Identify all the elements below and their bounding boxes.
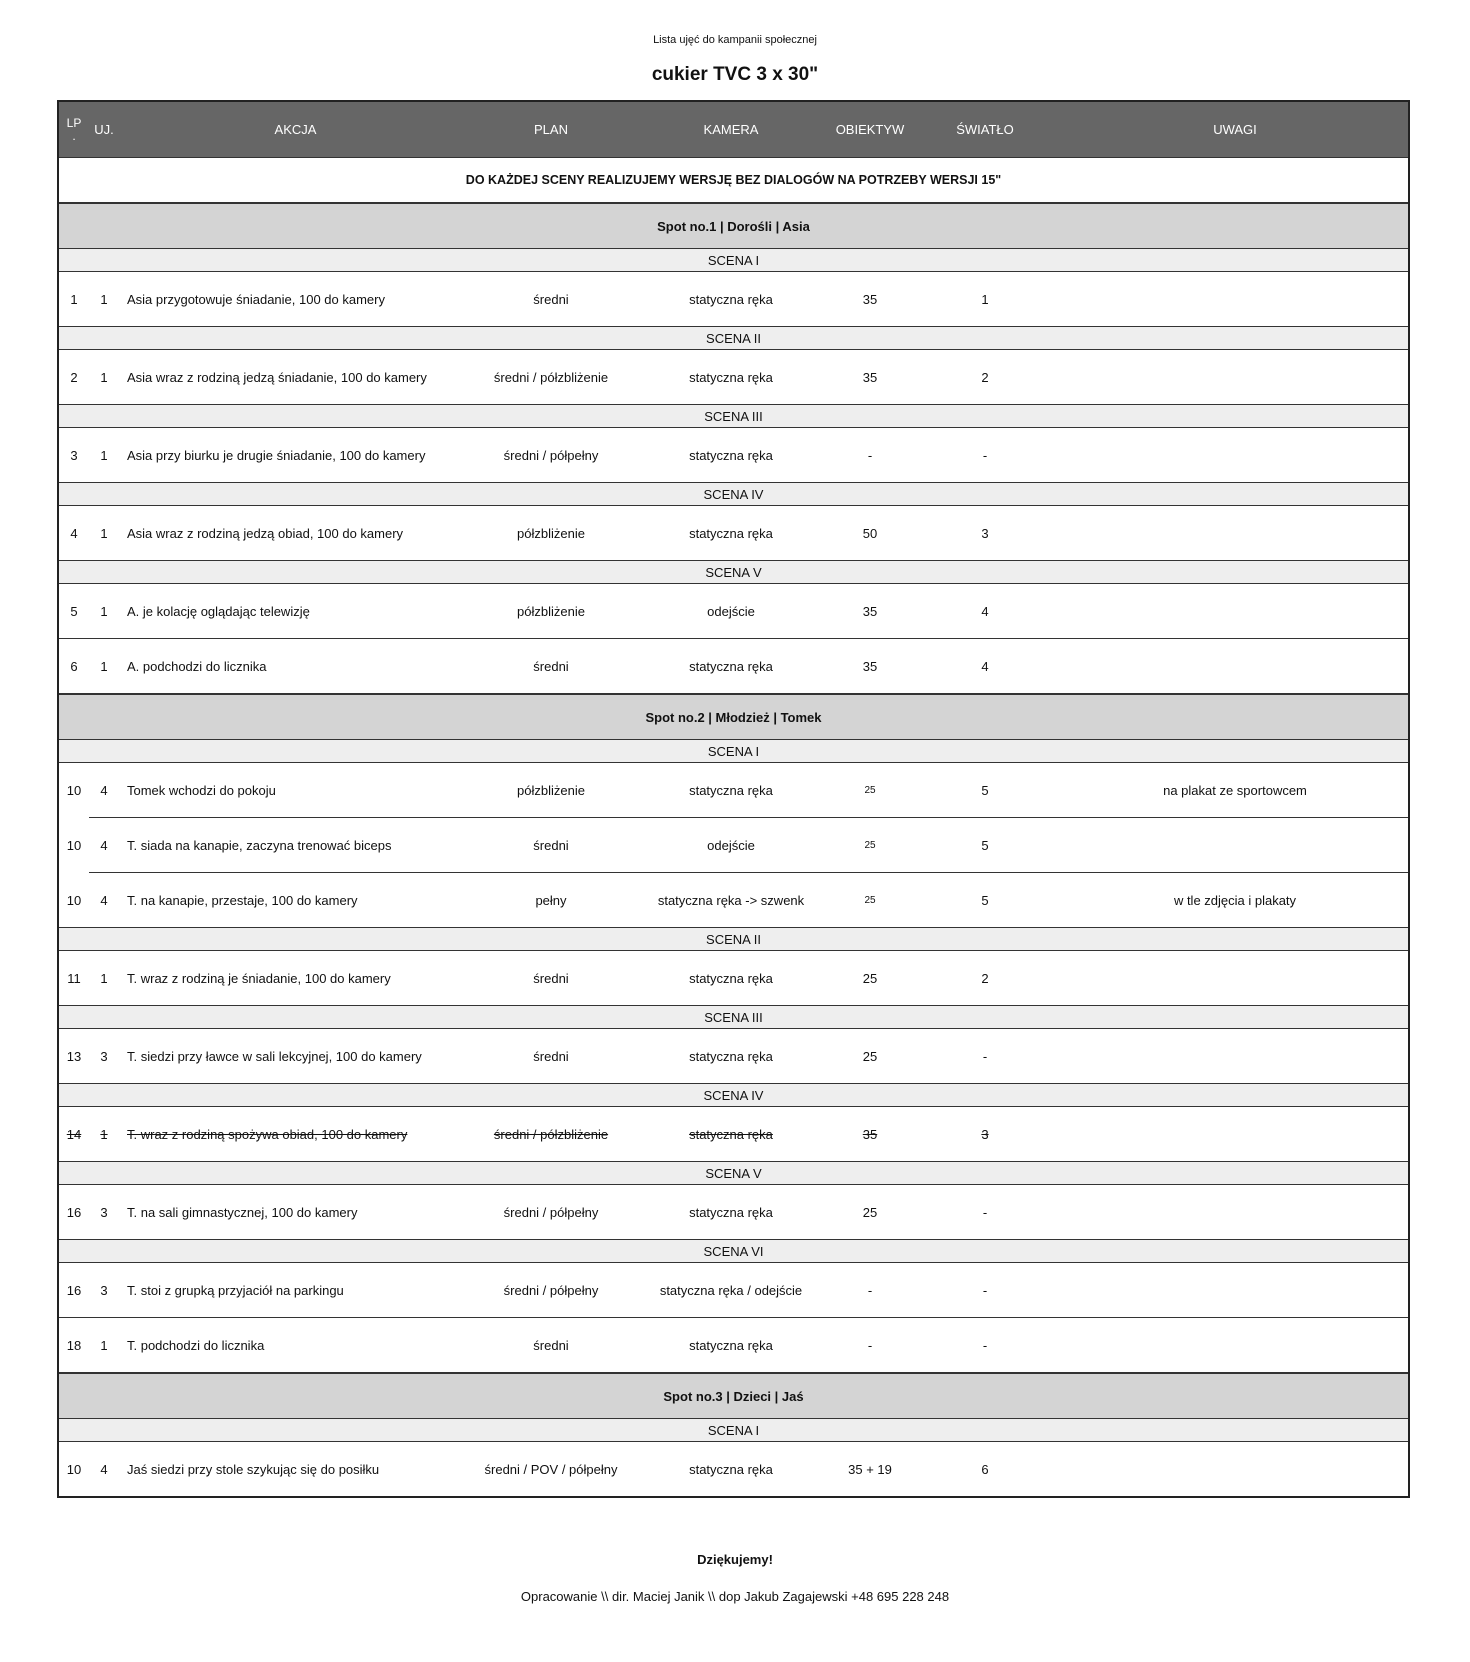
scene-title: SCENA III (59, 405, 1408, 428)
cell-lp: 4 (59, 506, 89, 561)
cell-kamera: statyczna ręka (630, 639, 832, 695)
cell-swiatlo: 4 (908, 584, 1062, 639)
cell-obiektyw: 25 (832, 951, 908, 1006)
cell-lp: 18 (59, 1318, 89, 1374)
cell-uj: 1 (89, 639, 119, 695)
cell-lp: 5 (59, 584, 89, 639)
shot-row (59, 1442, 1408, 1497)
scene-title: SCENA IV (59, 483, 1408, 506)
cell-plan: średni (472, 818, 630, 873)
cell-akcja: T. siada na kanapie, zaczyna trenować biceps (119, 818, 472, 873)
cell-kamera: statyczna ręka (630, 506, 832, 561)
cell-lp: 2 (59, 350, 89, 405)
scene-header-row (59, 561, 1408, 584)
cell-obiektyw: 25 (832, 1029, 908, 1084)
note-row (59, 158, 1408, 204)
cell-swiatlo: 5 (908, 873, 1062, 928)
cell-uj: 1 (89, 506, 119, 561)
cell-obiektyw: - (832, 1263, 908, 1318)
cell-plan: średni / półpełny (472, 1263, 630, 1318)
cell-lp: 3 (59, 428, 89, 483)
cell-swiatlo: - (908, 428, 1062, 483)
cell-uj: 3 (89, 1263, 119, 1318)
cell-uwagi (1062, 350, 1408, 405)
scene-title: SCENA V (59, 1162, 1408, 1185)
cell-uwagi (1062, 639, 1408, 695)
cell-lp: 14 (59, 1107, 89, 1162)
cell-uwagi (1062, 1107, 1408, 1162)
cell-plan: średni (472, 1029, 630, 1084)
shot-row (59, 584, 1408, 639)
cell-plan: średni / półzbliżenie (472, 1107, 630, 1162)
cell-swiatlo: 3 (908, 1107, 1062, 1162)
spot-title: Spot no.1 | Dorośli | Asia (59, 203, 1408, 249)
cell-uj: 1 (89, 1107, 119, 1162)
cell-kamera: statyczna ręka -> szwenk (630, 873, 832, 928)
cell-akcja: T. stoi z grupką przyjaciół na parkingu (119, 1263, 472, 1318)
cell-kamera: statyczna ręka (630, 272, 832, 327)
col-header-swiatlo: ŚWIATŁO (908, 102, 1062, 158)
cell-swiatlo: 1 (908, 272, 1062, 327)
cell-uj: 4 (89, 1442, 119, 1497)
scene-header-row (59, 1162, 1408, 1185)
cell-plan: półzbliżenie (472, 584, 630, 639)
col-header-obiektyw: OBIEKTYW (832, 102, 908, 158)
cell-obiektyw: 35 (832, 639, 908, 695)
cell-uwagi: na plakat ze sportowcem (1062, 763, 1408, 818)
cell-lp: 11 (59, 951, 89, 1006)
col-header-kamera: KAMERA (630, 102, 832, 158)
shot-row (59, 1318, 1408, 1374)
col-header-plan: PLAN (472, 102, 630, 158)
cell-kamera: statyczna ręka (630, 350, 832, 405)
cell-lp: 10 (66, 892, 82, 908)
scene-header-row (59, 1006, 1408, 1029)
shot-row (59, 639, 1408, 695)
cell-obiektyw: 35 + 19 (832, 1442, 908, 1497)
cell-uj: 1 (89, 428, 119, 483)
cell-swiatlo: 4 (908, 639, 1062, 695)
scene-header-row (59, 327, 1408, 350)
cell-uj: 4 (89, 873, 119, 928)
note-title: DO KAŻDEJ SCENY REALIZUJEMY WERSJĘ BEZ DIALOGÓW NA POTRZEBY WERSJI 15" (59, 158, 1408, 204)
cell-akcja: T. siedzi przy ławce w sali lekcyjnej, 100 do kamery (119, 1029, 472, 1084)
scene-header-row (59, 1084, 1408, 1107)
cell-lp: 10 (59, 1442, 89, 1497)
scene-header-row (59, 1419, 1408, 1442)
scene-title: SCENA I (59, 249, 1408, 272)
cell-obiektyw: 35 (832, 272, 908, 327)
cell-obiektyw: 35 (832, 350, 908, 405)
cell-akcja: T. wraz z rodziną spożywa obiad, 100 do kamery (119, 1107, 472, 1162)
shot-row (59, 951, 1408, 1006)
cell-swiatlo: - (908, 1185, 1062, 1240)
cell-uj: 4 (89, 763, 119, 818)
cell-kamera: statyczna ręka (630, 1318, 832, 1374)
scene-header-row (59, 405, 1408, 428)
cell-akcja: T. podchodzi do licznika (119, 1318, 472, 1374)
spot-header-row (59, 203, 1408, 249)
shot-row (59, 272, 1408, 327)
cell-uj: 1 (89, 272, 119, 327)
table-header (59, 102, 1408, 158)
cell-akcja: T. na kanapie, przestaje, 100 do kamery (119, 873, 472, 928)
col-header-lp: LP . (59, 102, 89, 158)
cell-uwagi (1062, 428, 1408, 483)
cell-swiatlo: - (908, 1029, 1062, 1084)
cell-uj: 1 (89, 1318, 119, 1374)
cell-obiektyw: - (832, 1318, 908, 1374)
thanks-note: Dziękujemy! (697, 1552, 773, 1567)
cell-plan: średni / POV / półpełny (472, 1442, 630, 1497)
cell-swiatlo: 2 (908, 350, 1062, 405)
cell-uwagi (1062, 1029, 1408, 1084)
cell-lp: 13 (59, 1029, 89, 1084)
cell-plan: półzbliżenie (472, 763, 630, 818)
cell-akcja: Asia wraz z rodziną jedzą śniadanie, 100 do kamery (119, 350, 472, 405)
cell-obiektyw: 25 (832, 873, 908, 928)
shot-row (59, 1185, 1408, 1240)
cell-uwagi (1062, 1185, 1408, 1240)
shot-row (59, 506, 1408, 561)
cell-uj: 4 (89, 818, 119, 873)
scene-title: SCENA III (59, 1006, 1408, 1029)
cell-uwagi (1062, 584, 1408, 639)
cell-swiatlo: 5 (908, 818, 1062, 873)
cell-swiatlo: 5 (908, 763, 1062, 818)
cell-lp: 10 (59, 763, 89, 818)
cell-kamera: statyczna ręka (630, 763, 832, 818)
cell-akcja: Tomek wchodzi do pokoju (119, 763, 472, 818)
cell-akcja: T. na sali gimnastycznej, 100 do kamery (119, 1185, 472, 1240)
cell-obiektyw: 35 (832, 1107, 908, 1162)
scene-title: SCENA VI (59, 1240, 1408, 1263)
cell-uwagi (1062, 272, 1408, 327)
cell-lp: 1 (59, 272, 89, 327)
shot-row (59, 1029, 1408, 1084)
cell-plan: średni (472, 639, 630, 695)
spot-title: Spot no.3 | Dzieci | Jaś (59, 1373, 1408, 1419)
cell-akcja: A. je kolację oglądając telewizję (119, 584, 472, 639)
cell-obiektyw: - (832, 428, 908, 483)
shot-row (59, 818, 1408, 873)
cell-swiatlo: 3 (908, 506, 1062, 561)
cell-akcja: A. podchodzi do licznika (119, 639, 472, 695)
cell-lp: 16 (59, 1185, 89, 1240)
cell-swiatlo: 2 (908, 951, 1062, 1006)
cell-uj: 1 (89, 951, 119, 1006)
cell-swiatlo: 6 (908, 1442, 1062, 1497)
scene-title: SCENA II (59, 327, 1408, 350)
cell-uj: 1 (89, 584, 119, 639)
scene-header-row (59, 928, 1408, 951)
cell-uj: 1 (89, 350, 119, 405)
cell-obiektyw: 35 (832, 584, 908, 639)
document-title: cukier TVC 3 x 30" (651, 64, 819, 85)
cell-uj: 3 (89, 1185, 119, 1240)
shot-row (59, 1107, 1408, 1162)
cell-obiektyw: 25 (832, 1185, 908, 1240)
cell-obiektyw: 25 (832, 763, 908, 818)
cell-plan: średni / półzbliżenie (472, 350, 630, 405)
col-header-uj: UJ. (89, 102, 119, 158)
scene-header-row (59, 740, 1408, 763)
cell-kamera: odejście (630, 818, 832, 873)
cell-uwagi: w tle zdjęcia i plakaty (1062, 873, 1408, 928)
shot-row (59, 873, 1408, 928)
shot-row (59, 428, 1408, 483)
cell-kamera: statyczna ręka (630, 1185, 832, 1240)
cell-plan: półzbliżenie (472, 506, 630, 561)
cell-obiektyw: 50 (832, 506, 908, 561)
cell-kamera: statyczna ręka (630, 1442, 832, 1497)
cell-uwagi (1062, 818, 1408, 873)
spot-header-row (59, 694, 1408, 740)
cell-obiektyw: 25 (832, 818, 908, 873)
cell-uwagi (1062, 1442, 1408, 1497)
cell-kamera: statyczna ręka (630, 1107, 832, 1162)
col-header-uwagi: UWAGI (1062, 102, 1408, 158)
credits: Opracowanie \\ dir. Maciej Janik \\ dop Jakub Zagajewski +48 695 228 248 (520, 1589, 950, 1604)
cell-lp: 16 (59, 1263, 89, 1318)
cell-uwagi (1062, 1263, 1408, 1318)
cell-akcja: T. wraz z rodziną je śniadanie, 100 do kamery (119, 951, 472, 1006)
scene-header-row (59, 1240, 1408, 1263)
spot-title: Spot no.2 | Młodzież | Tomek (59, 694, 1408, 740)
cell-swiatlo: - (908, 1263, 1062, 1318)
cell-plan: średni (472, 951, 630, 1006)
cell-lp: 6 (59, 639, 89, 695)
cell-uwagi (1062, 1318, 1408, 1374)
cell-akcja: Asia wraz z rodziną jedzą obiad, 100 do kamery (119, 506, 472, 561)
scene-title: SCENA I (59, 1419, 1408, 1442)
cell-uwagi (1062, 951, 1408, 1006)
shot-row (59, 1263, 1408, 1318)
scene-title: SCENA V (59, 561, 1408, 584)
cell-plan: średni / półpełny (472, 428, 630, 483)
cell-kamera: odejście (630, 584, 832, 639)
document-subtitle: Lista ujęć do kampanii społecznej (653, 34, 817, 46)
cell-kamera: statyczna ręka / odejście (630, 1263, 832, 1318)
scene-header-row (59, 483, 1408, 506)
cell-swiatlo: - (908, 1318, 1062, 1374)
shot-row (59, 350, 1408, 405)
cell-kamera: statyczna ręka (630, 428, 832, 483)
cell-lp: 10 (66, 837, 82, 853)
spot-header-row (59, 1373, 1408, 1419)
cell-plan: średni (472, 272, 630, 327)
cell-kamera: statyczna ręka (630, 1029, 832, 1084)
shot-row (59, 763, 1408, 818)
cell-akcja: Asia przy biurku je drugie śniadanie, 100 do kamery (119, 428, 472, 483)
cell-kamera: statyczna ręka (630, 951, 832, 1006)
cell-plan: średni / półpełny (472, 1185, 630, 1240)
scene-title: SCENA IV (59, 1084, 1408, 1107)
cell-plan: średni (472, 1318, 630, 1374)
cell-akcja: Jaś siedzi przy stole szykując się do posiłku (119, 1442, 472, 1497)
scene-title: SCENA II (59, 928, 1408, 951)
cell-uwagi (1062, 506, 1408, 561)
cell-plan: pełny (472, 873, 630, 928)
cell-uj: 3 (89, 1029, 119, 1084)
col-header-akcja: AKCJA (119, 102, 472, 158)
shot-list-table (57, 100, 1410, 1498)
cell-akcja: Asia przygotowuje śniadanie, 100 do kamery (119, 272, 472, 327)
scene-title: SCENA I (59, 740, 1408, 763)
scene-header-row (59, 249, 1408, 272)
